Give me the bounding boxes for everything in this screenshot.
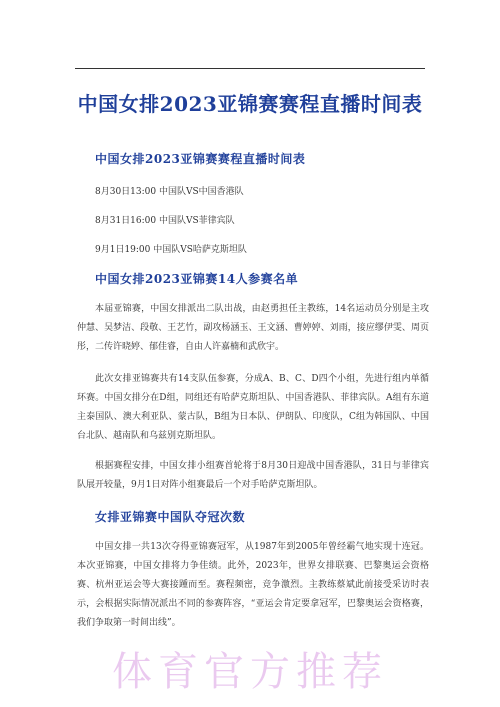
watermark-text: 体育官方推荐 <box>112 649 388 695</box>
header-rule <box>75 68 425 69</box>
paragraph-fixtures: 根据赛程安排，中国女排小组赛首轮将于8月30日迎战中国香港队，31日与菲律宾队展开较量，9月1日对阵小组赛最后一个对手哈萨克斯坦队。 <box>77 461 429 490</box>
paragraph-roster: 本届亚锦赛，中国女排派出二队出战，由赵勇担任主教练，14名运动员分别是主攻仲慧、吴梦洁、段敬、王艺竹，副攻杨涵玉、王文涵、曹婷婷、刘雨，接应缪伊雯、周页彤，二传许晓婷、郁佳睿，自由人许嘉楠和武欣宇。 <box>77 304 429 352</box>
schedule-line-3: 9月1日19:00 中国队VS哈萨克斯坦队 <box>95 245 247 255</box>
document-title: 中国女排2023亚锦赛赛程直播时间表 <box>77 92 423 116</box>
schedule-line-1: 8月30日13:00 中国队VS中国香港队 <box>95 187 244 197</box>
schedule-line-2: 8月31日16:00 中国队VS菲律宾队 <box>95 216 235 226</box>
section-heading-roster: 中国女排2023亚锦赛14人参赛名单 <box>95 272 299 286</box>
paragraph-groups: 此次女排亚锦赛共有14支队伍参赛，分成A、B、C、D四个小组，先进行组内单循环赛。中国女排分在D组，同组还有哈萨克斯坦队、中国香港队、菲律宾队。A组有东道主泰国队、澳大利亚队、蒙古队，B组为日本队、伊朗队、印度队，C组为韩国队、中国台北队、越南队和乌兹别克斯坦队。 <box>77 374 429 441</box>
paragraph-titles: 中国女排一共13次夺得亚锦赛冠军，从1987年到2005年曾经霸气地实现十连冠。本次亚锦赛，中国女排将力争佳绩。此外，2023年，世界女排联赛、巴黎奥运会资格赛、杭州亚运会等大赛接踵而至。赛程频密，竞争激烈。主教练蔡斌此前接受采访时表示，会根据实际情况派出不同的参赛阵容，“亚运会肯定要拿冠军，巴黎奥运会资格赛，我们争取第一时间出线”。 <box>77 542 429 628</box>
section-heading-schedule: 中国女排2023亚锦赛赛程直播时间表 <box>95 152 306 166</box>
section-heading-titles: 女排亚锦赛中国队夺冠次数 <box>95 510 246 524</box>
